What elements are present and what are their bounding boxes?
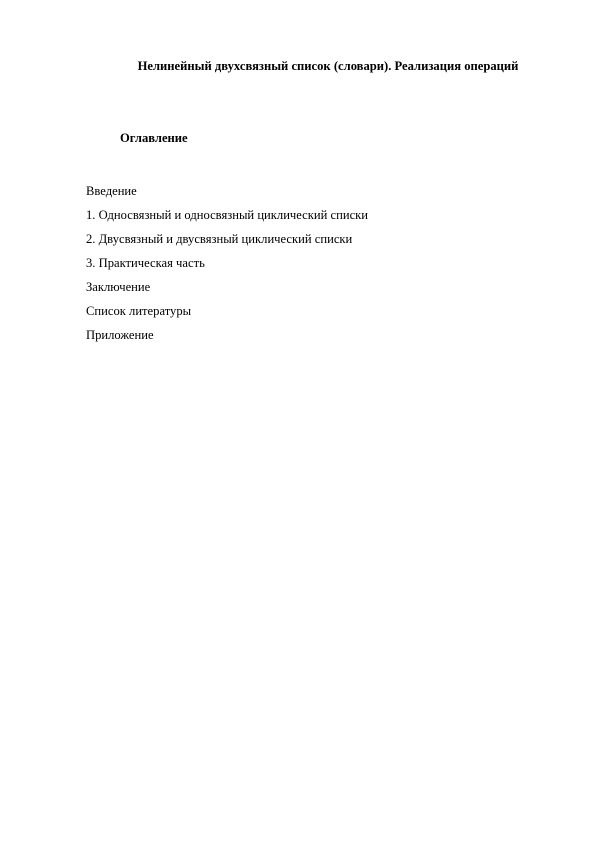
toc-item-doubly-linked-lists: 2. Двусвязный и двусвязный циклический списки <box>86 232 353 246</box>
toc-heading: Оглавление <box>120 131 188 145</box>
document-title: Нелинейный двухсвязный список (словари). Реализация операций <box>137 59 519 73</box>
toc-item-singly-linked-lists: 1. Односвязный и односвязный циклический списки <box>86 208 369 222</box>
toc-item-introduction: Введение <box>86 184 137 198</box>
toc-item-conclusion: Заключение <box>86 280 151 294</box>
toc-item-references: Список литературы <box>86 304 192 318</box>
toc-item-practical-part: 3. Практическая часть <box>86 256 205 270</box>
table-of-contents <box>86 179 368 347</box>
toc-item-appendix: Приложение <box>86 328 154 342</box>
